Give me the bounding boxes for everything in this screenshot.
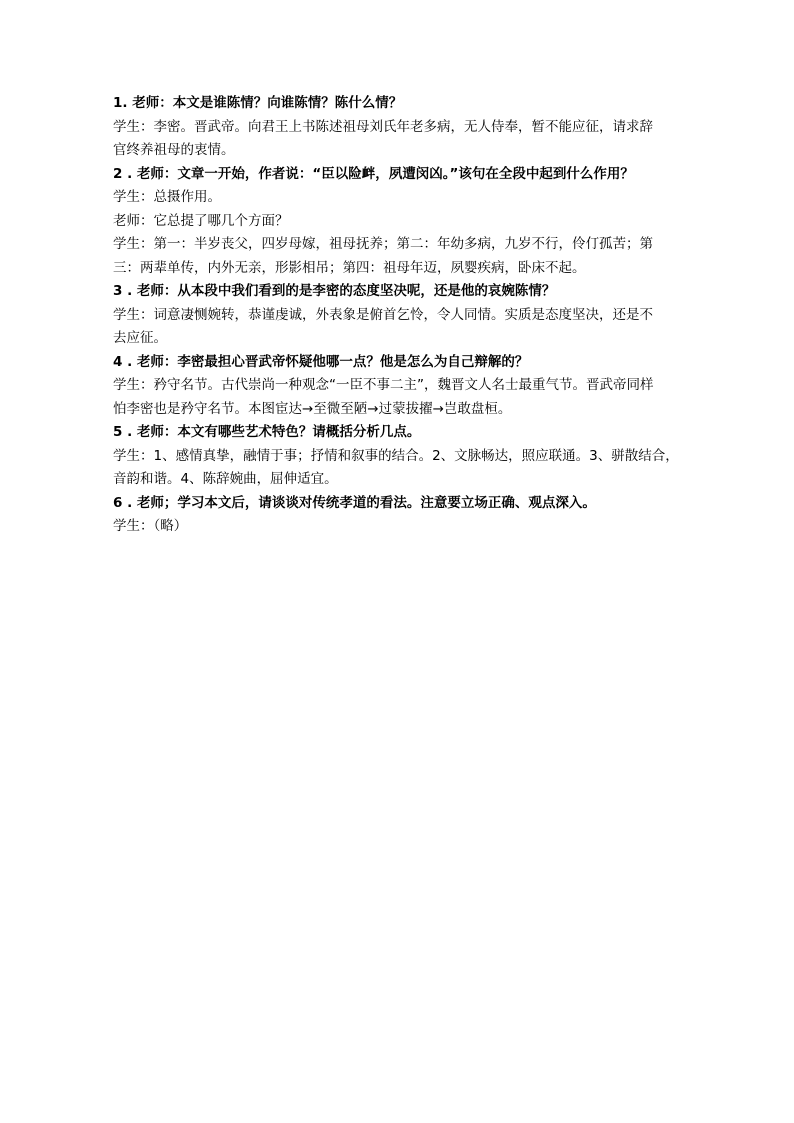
question-4: 4 . 老师：李密最担心晋武帝怀疑他哪一点？他是怎么为自己辩解的？ <box>113 353 529 370</box>
answer-line: 去应征。 <box>113 330 167 346</box>
question-2: 2 . 老师：文章一开始，作者说：“臣以险衅，夙遭闵凶。”该句在全段中起到什么作用？ <box>113 165 634 182</box>
answer-line: 三：两辈单传，内外无亲，形影相吊；第四：祖母年迈，夙婴疾病，卧床不起。 <box>113 259 586 276</box>
answer-line: 学生：李密。晋武帝。向君王上书陈述祖母刘氏年老多病，无人侍奉，暂不能应征，请求辞 <box>113 118 653 135</box>
answer-line: 老师：它总提了哪几个方面？ <box>113 212 289 229</box>
answer-line: 音韵和谐。4、陈辞婉曲，屈伸适宜。 <box>113 471 338 487</box>
question-3: 3 . 老师：从本段中我们看到的是李密的态度坚决呢，还是他的哀婉陈情？ <box>113 283 556 299</box>
answer-line: 怕李密也是矜守名节。本图宦达→至微至陋→过蒙拔擢→岂敢盘桓。 <box>113 400 512 417</box>
document-body <box>113 92 685 539</box>
answer-line: 学生：词意凄恻婉转，恭谨虔诚，外表象是俯首乞怜，令人同情。实质是态度坚决，还是不 <box>113 306 653 323</box>
question-6: 6 . 老师；学习本文后，请谈谈对传统孝道的看法。注意要立场正确、观点深入。 <box>113 494 596 511</box>
question-5: 5 . 老师：本文有哪些艺术特色？请概括分析几点。 <box>113 424 421 440</box>
answer-line: 学生：总摄作用。 <box>113 189 221 205</box>
answer-line: 学生：矜守名节。古代崇尚一种观念“一臣不事二主”，魏晋文人名士最重气节。晋武帝同样 <box>113 377 654 393</box>
answer-line: 学生：1、感情真挚，融情于事；抒情和叙事的结合。2、文脉畅达，照应联通。3、骈散结合， <box>113 447 679 464</box>
answer-line: 学生：（略） <box>113 518 188 534</box>
answer-line: 学生：第一：半岁丧父，四岁母嫁，祖母抚养；第二：年幼多病，九岁不行，伶仃孤苦；第 <box>113 236 653 252</box>
answer-line: 官终养祖母的衷情。 <box>113 142 235 158</box>
question-1: 1. 老师：本文是谁陈情？向谁陈情？陈什么情？ <box>113 95 403 111</box>
